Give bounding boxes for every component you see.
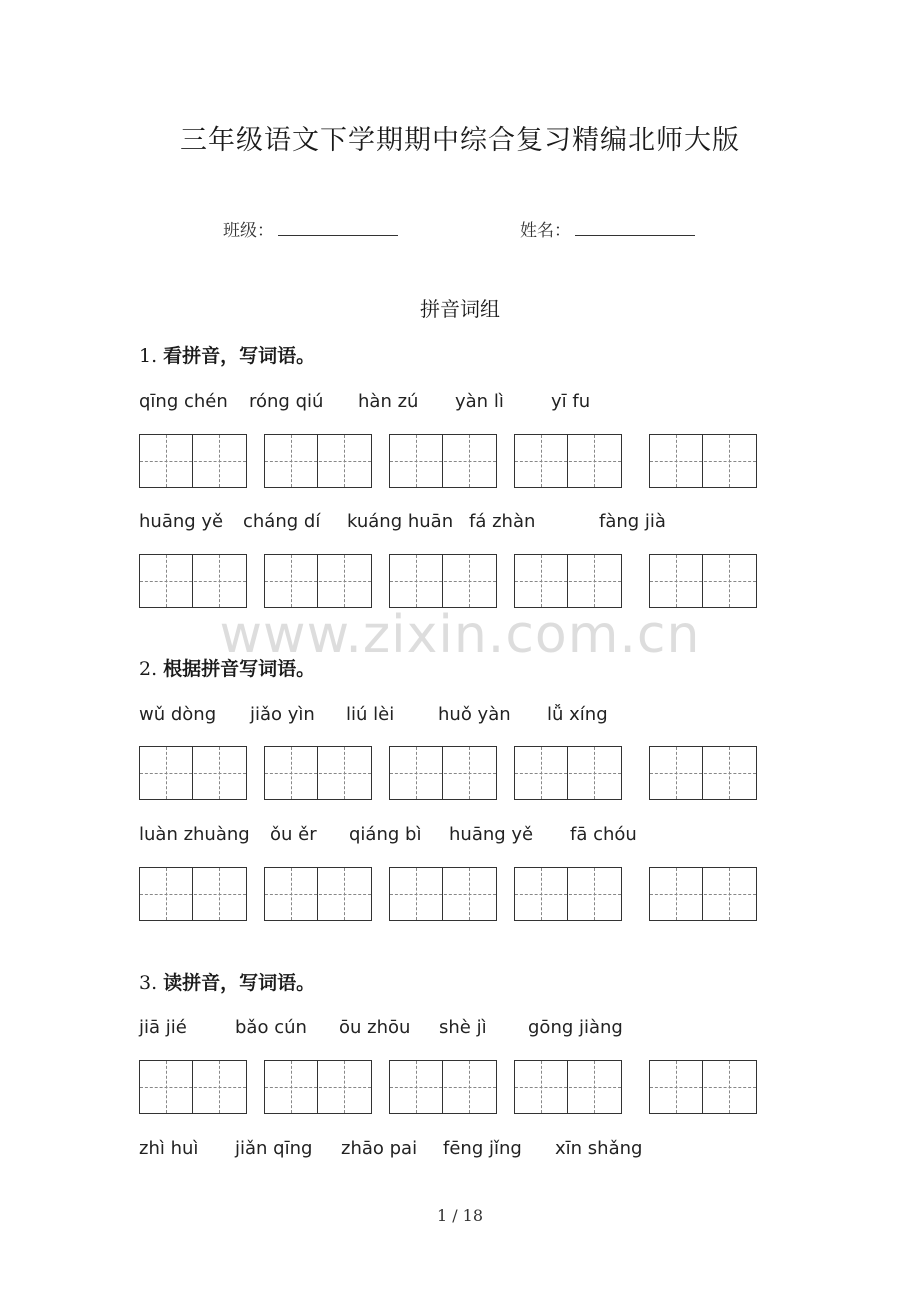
pinyin-word: róng qiú bbox=[249, 391, 324, 412]
writing-box[interactable] bbox=[389, 554, 497, 608]
name-blank bbox=[575, 221, 695, 236]
pinyin-word: huāng yě bbox=[139, 511, 224, 532]
question-prompt: 根据拼音写词语。 bbox=[163, 658, 316, 680]
pinyin-word: kuáng huān bbox=[347, 511, 454, 532]
pinyin-word: zhì huì bbox=[139, 1138, 199, 1159]
name-label: 姓名： bbox=[520, 221, 571, 241]
writing-box[interactable] bbox=[514, 867, 622, 921]
question-number: 2. bbox=[139, 658, 158, 680]
pinyin-word: fàng jià bbox=[599, 511, 666, 532]
question-2-heading bbox=[139, 654, 315, 681]
pinyin-word: jiǎn qīng bbox=[235, 1138, 313, 1159]
question-number: 1. bbox=[139, 345, 158, 367]
pinyin-word: jiā jié bbox=[139, 1017, 187, 1038]
pinyin-word: wǔ dòng bbox=[139, 704, 217, 725]
writing-box[interactable] bbox=[514, 746, 622, 800]
writing-box[interactable] bbox=[649, 554, 757, 608]
section-title: 拼音词组 bbox=[420, 297, 500, 321]
question-prompt: 读拼音，写词语。 bbox=[163, 972, 316, 994]
writing-box[interactable] bbox=[264, 746, 372, 800]
writing-box[interactable] bbox=[264, 554, 372, 608]
pinyin-word: huǒ yàn bbox=[438, 704, 511, 725]
writing-box[interactable] bbox=[514, 434, 622, 488]
pinyin-word: yī fu bbox=[551, 391, 591, 412]
pinyin-word: qīng chén bbox=[139, 391, 228, 412]
question-prompt: 看拼音，写词语。 bbox=[163, 345, 316, 367]
pinyin-word: luàn zhuàng bbox=[139, 824, 250, 845]
pinyin-word: qiáng bì bbox=[349, 824, 422, 845]
class-blank bbox=[278, 221, 398, 236]
writing-box[interactable] bbox=[139, 434, 247, 488]
pinyin-word: fā chóu bbox=[570, 824, 637, 845]
pinyin-word: liú lèi bbox=[346, 704, 395, 725]
writing-box[interactable] bbox=[389, 867, 497, 921]
class-field bbox=[223, 216, 398, 241]
pinyin-word: cháng dí bbox=[243, 511, 321, 532]
writing-box[interactable] bbox=[139, 554, 247, 608]
question-number: 3. bbox=[139, 972, 158, 994]
pinyin-word: zhāo pai bbox=[341, 1138, 418, 1159]
writing-box[interactable] bbox=[514, 1060, 622, 1114]
writing-box[interactable] bbox=[389, 746, 497, 800]
writing-box[interactable] bbox=[649, 746, 757, 800]
writing-box[interactable] bbox=[649, 1060, 757, 1114]
writing-box[interactable] bbox=[514, 554, 622, 608]
pinyin-word: shè jì bbox=[439, 1017, 487, 1038]
writing-box[interactable] bbox=[264, 867, 372, 921]
name-field bbox=[520, 216, 695, 241]
pinyin-word: fēng jǐng bbox=[443, 1138, 522, 1159]
pinyin-word: fá zhàn bbox=[469, 511, 536, 532]
pinyin-word: yàn lì bbox=[455, 391, 504, 412]
writing-box[interactable] bbox=[139, 867, 247, 921]
pinyin-word: jiǎo yìn bbox=[250, 704, 315, 725]
page-title: 三年级语文下学期期中综合复习精编北师大版 bbox=[180, 125, 740, 156]
pinyin-word: xīn shǎng bbox=[555, 1138, 643, 1159]
pinyin-word: bǎo cún bbox=[235, 1017, 307, 1038]
question-1-heading bbox=[139, 341, 315, 368]
watermark: www.zixin.com.cn bbox=[219, 605, 701, 665]
writing-box[interactable] bbox=[389, 434, 497, 488]
question-3-heading bbox=[139, 968, 315, 995]
writing-box[interactable] bbox=[139, 746, 247, 800]
writing-box[interactable] bbox=[649, 434, 757, 488]
pinyin-word: hàn zú bbox=[358, 391, 419, 412]
pinyin-word: huāng yě bbox=[449, 824, 534, 845]
writing-box[interactable] bbox=[139, 1060, 247, 1114]
pinyin-word: ǒu ěr bbox=[270, 824, 317, 845]
page-number: 1 / 18 bbox=[436, 1206, 484, 1225]
pinyin-word: gōng jiàng bbox=[528, 1017, 623, 1038]
class-label: 班级： bbox=[223, 221, 274, 241]
writing-box[interactable] bbox=[264, 434, 372, 488]
pinyin-word: ōu zhōu bbox=[339, 1017, 411, 1038]
writing-box[interactable] bbox=[264, 1060, 372, 1114]
writing-box[interactable] bbox=[649, 867, 757, 921]
pinyin-word: lǚ xíng bbox=[547, 704, 608, 725]
writing-box[interactable] bbox=[389, 1060, 497, 1114]
